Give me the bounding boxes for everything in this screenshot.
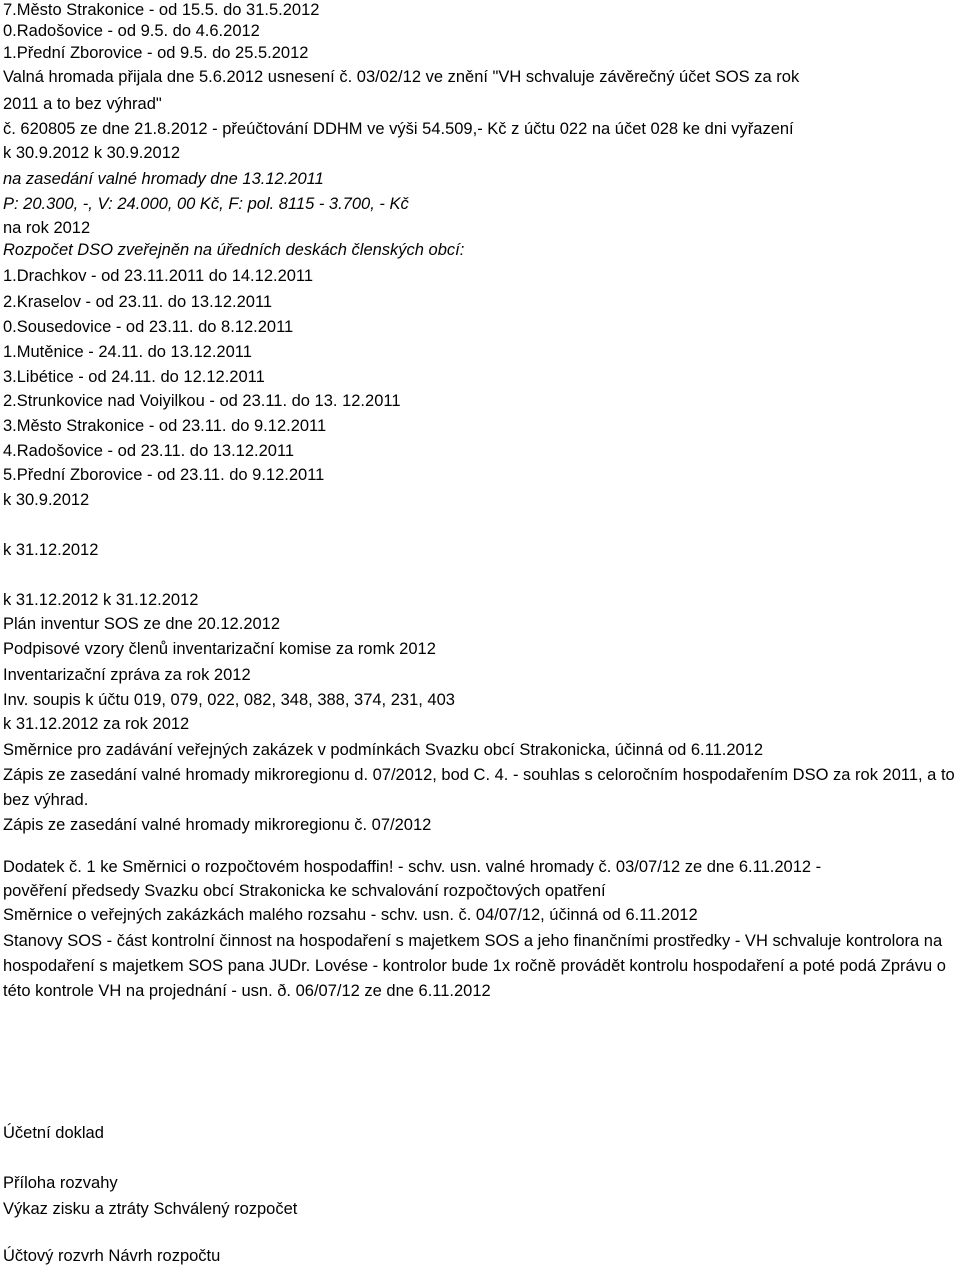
text-line: Účtový rozvrh Návrh rozpočtu	[3, 1247, 221, 1265]
text-line: 0.Sousedovice - od 23.11. do 8.12.2011	[3, 318, 294, 336]
text-line: Směrnice pro zadávání veřejných zakázek v podmínkách Svazku obcí Strakonicka, účinná od 6.11.2012	[3, 741, 764, 759]
text-line: Inv. soupis k účtu 019, 079, 022, 082, 348, 388, 374, 231, 403	[3, 691, 455, 709]
text-line: Účetní doklad	[3, 1124, 104, 1142]
text-line: 1.Mutěnice - 24.11. do 13.12.2011	[3, 343, 252, 361]
text-line: 3.Město Strakonice - od 23.11. do 9.12.2011	[3, 417, 327, 435]
text-line: Zápis ze zasedání valné hromady mikroregionu č. 07/2012	[3, 816, 432, 834]
text-paragraph: Zápis ze zasedání valné hromady mikroregionu d. 07/2012, bod C. 4. - souhlas s celoročním hospodařením DSO za rok 2011, a to bez výhrad.	[3, 766, 955, 809]
text-line: 2.Strunkovice nad Voiyilkou - od 23.11. do 13. 12.2011	[3, 392, 401, 410]
text-line: P: 20.300, -, V: 24.000, 00 Kč, F: pol. 8115 - 3.700, - Kč	[3, 195, 409, 213]
text-line: k 30.9.2012	[3, 491, 90, 509]
text-line: k 30.9.2012 k 30.9.2012	[3, 144, 181, 162]
text-line: k 31.12.2012 za rok 2012	[3, 715, 190, 733]
text-line: Směrnice o veřejných zakázkách malého rozsahu - schv. usn. č. 04/07/12, účinná od 6.11.2012	[3, 906, 698, 924]
text-line: Příloha rozvahy	[3, 1174, 118, 1192]
text-line: 1.Přední Zborovice - od 9.5. do 25.5.2012	[3, 44, 309, 62]
text-line: pověření předsedy Svazku obcí Strakonicka ke schvalování rozpočtových opatření	[3, 882, 606, 900]
text-line: Plán inventur SOS ze dne 20.12.2012	[3, 615, 281, 633]
text-line: k 31.12.2012 k 31.12.2012	[3, 591, 199, 609]
text-line: na rok 2012	[3, 219, 91, 237]
text-line: Inventarizační zpráva za rok 2012	[3, 666, 251, 684]
text-line: 0.Radošovice - od 9.5. do 4.6.2012	[3, 22, 260, 40]
text-line: č. 620805 ze dne 21.8.2012 - přeúčtování DDHM ve výši 54.509,- Kč z účtu 022 na účet 028 ke dni vyřazení	[3, 120, 794, 138]
text-line: na zasedání valné hromady dne 13.12.2011	[3, 170, 324, 188]
text-line: 7.Město Strakonice - od 15.5. do 31.5.2012	[3, 1, 320, 19]
text-line: 5.Přední Zborovice - od 23.11. do 9.12.2011	[3, 466, 325, 484]
text-line: 2.Kraselov - od 23.11. do 13.12.2011	[3, 293, 273, 311]
text-line: 1.Drachkov - od 23.11.2011 do 14.12.2011	[3, 267, 314, 285]
text-line: 2011 a to bez výhrad"	[3, 95, 162, 113]
text-line: Dodatek č. 1 ke Směrnici o rozpočtovém hospodaffin! - schv. usn. valné hromady č. 03/07/12 ze dne 6.11.2012 -	[3, 858, 822, 876]
text-line: 3.Libétice - od 24.11. do 12.12.2011	[3, 368, 265, 386]
text-line: Výkaz zisku a ztráty Schválený rozpočet	[3, 1200, 298, 1218]
text-line: Valná hromada přijala dne 5.6.2012 usnesení č. 03/02/12 ve znění "VH schvaluje závěrečný účet SOS za rok	[3, 68, 800, 86]
text-paragraph: Stanovy SOS - část kontrolní činnost na hospodaření s majetkem SOS a jeho finančními prostředky - VH schvaluje kontrolora na hospodaření s majetkem SOS pana JUDr. Lovése - kontrolor bude 1x ročně provádět kontrolu hospodaření a poté podá Zprávu o této kontrole VH na projednání - usn. ð. 06/07/12 ze dne 6.11.2012	[3, 932, 946, 1000]
text-line: Rozpočet DSO zveřejněn na úředních deskách členských obcí:	[3, 241, 465, 259]
text-line: k 31.12.2012	[3, 541, 99, 559]
text-line: Podpisové vzory členů inventarizační komise za romk 2012	[3, 640, 436, 658]
text-line: 4.Radošovice - od 23.11. do 13.12.2011	[3, 442, 295, 460]
